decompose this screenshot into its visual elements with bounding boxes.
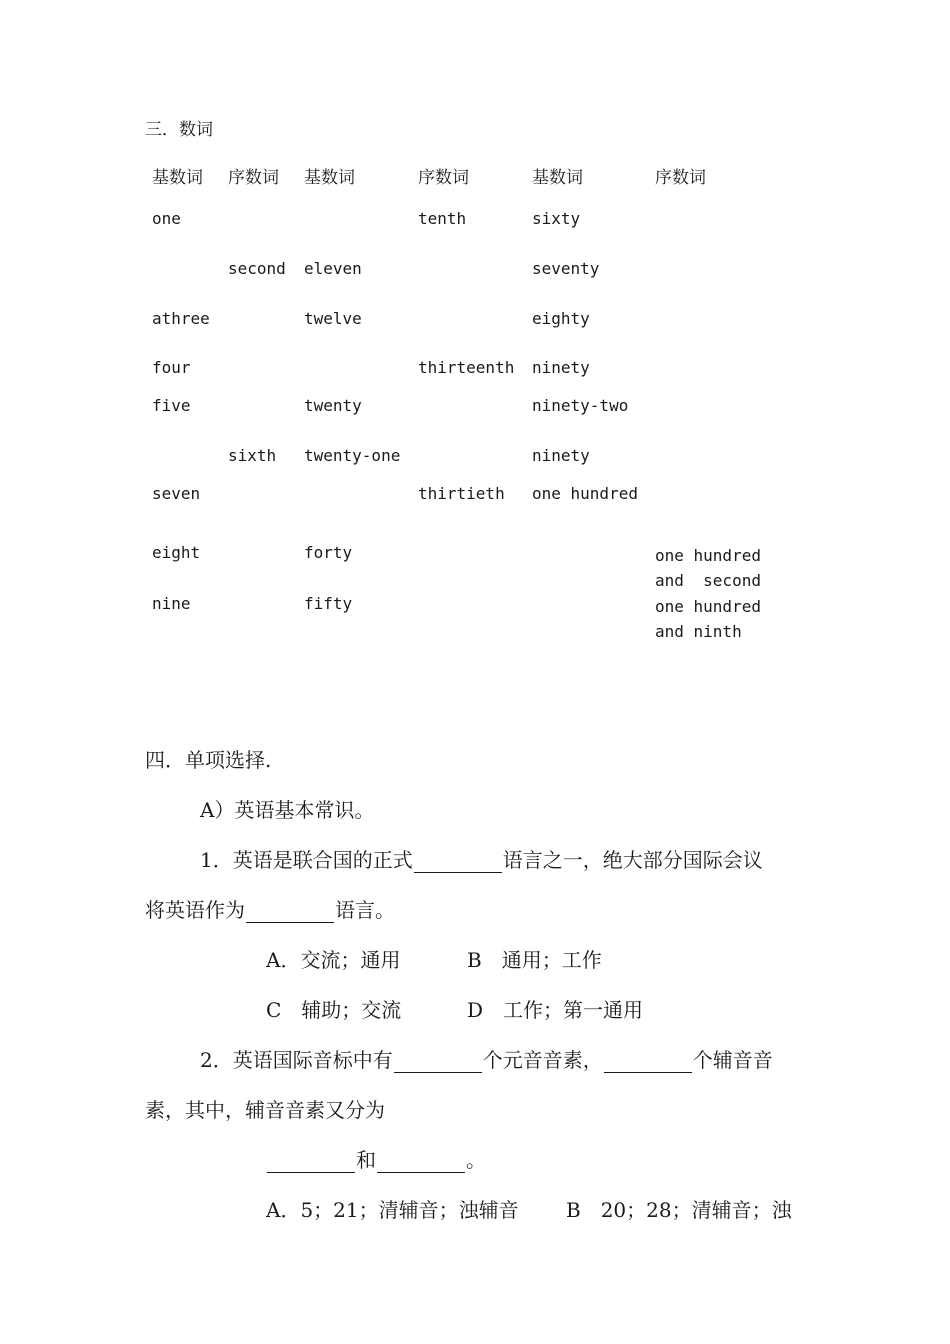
question-2-line-3 <box>266 1144 486 1173</box>
table-cell: sixth <box>228 446 277 465</box>
table-cell: twelve <box>304 309 362 328</box>
q1-option-a: A．交流；通用 <box>266 948 401 972</box>
header-cardinal-1: 基数词 <box>152 168 203 188</box>
table-cell: seven <box>152 484 201 503</box>
table-cell: one <box>152 209 181 228</box>
answer-blank <box>246 902 334 923</box>
question-text: 1．英语是联合国的正式 <box>200 848 413 872</box>
table-cell: eight <box>152 543 201 562</box>
q1-option-c: C 辅助；交流 <box>266 998 402 1022</box>
table-cell: ninety <box>532 358 590 377</box>
question-text: 2．英语国际音标中有 <box>200 1048 393 1072</box>
question-text: 个元音音素， <box>482 1048 603 1072</box>
question-2-line-2: 素，其中，辅音音素又分为 <box>145 1098 385 1122</box>
table-cell: thirteenth <box>418 358 515 377</box>
table-cell: one hundred <box>532 484 638 503</box>
table-cell: forty <box>304 543 353 562</box>
table-cell: athree <box>152 309 210 328</box>
subsection-title: A）英语基本常识。 <box>200 798 375 822</box>
table-cell: sixty <box>532 209 581 228</box>
question-1-line-2 <box>145 894 395 923</box>
header-ordinal-3: 序数词 <box>655 168 706 188</box>
table-cell: fifty <box>304 594 353 613</box>
table-cell: eighty <box>532 309 590 328</box>
section-title-numerals: 三．数词 <box>145 120 213 140</box>
table-cell: five <box>152 396 191 415</box>
header-ordinal-1: 序数词 <box>228 168 279 188</box>
table-cell: twenty <box>304 396 362 415</box>
answer-blank <box>267 1152 355 1173</box>
header-cardinal-2: 基数词 <box>304 168 355 188</box>
q1-option-b: B 通用；工作 <box>467 948 602 972</box>
table-cell: eleven <box>304 259 362 278</box>
header-ordinal-2: 序数词 <box>418 168 469 188</box>
answer-blank <box>414 852 502 873</box>
q1-option-d: D 工作；第一通用 <box>467 998 644 1022</box>
question-text: 将英语作为 <box>145 898 245 922</box>
question-text: 语言。 <box>335 898 395 922</box>
table-cell: seventy <box>532 259 600 278</box>
table-cell: ninety <box>532 446 590 465</box>
answer-blank <box>394 1052 482 1073</box>
question-text: 语言之一，绝大部分国际会议 <box>502 848 763 872</box>
question-2-line-1 <box>200 1044 773 1073</box>
table-cell: second <box>228 259 286 278</box>
answer-blank <box>604 1052 692 1073</box>
section-title-choice: 四．单项选择. <box>145 748 272 772</box>
table-cell: four <box>152 358 191 377</box>
table-cell: tenth <box>418 209 467 228</box>
table-cell: twenty-one <box>304 446 401 465</box>
question-text: 个辅音音 <box>692 1048 773 1072</box>
table-cell: one hundred and second <box>655 546 761 590</box>
table-cell: thirtieth <box>418 484 505 503</box>
q2-option-b: B 20；28；清辅音；浊 <box>566 1198 792 1222</box>
q2-option-a: A．5；21；清辅音；浊辅音 <box>266 1198 519 1222</box>
question-1-line-1 <box>200 844 763 873</box>
question-text: 。 <box>466 1148 486 1172</box>
header-cardinal-3: 基数词 <box>532 168 583 188</box>
table-cell: one hundred and ninth <box>655 597 761 641</box>
question-text: 和 <box>356 1148 376 1172</box>
table-cell: ninety-two <box>532 396 629 415</box>
answer-blank <box>377 1152 465 1173</box>
table-cell: nine <box>152 594 191 613</box>
